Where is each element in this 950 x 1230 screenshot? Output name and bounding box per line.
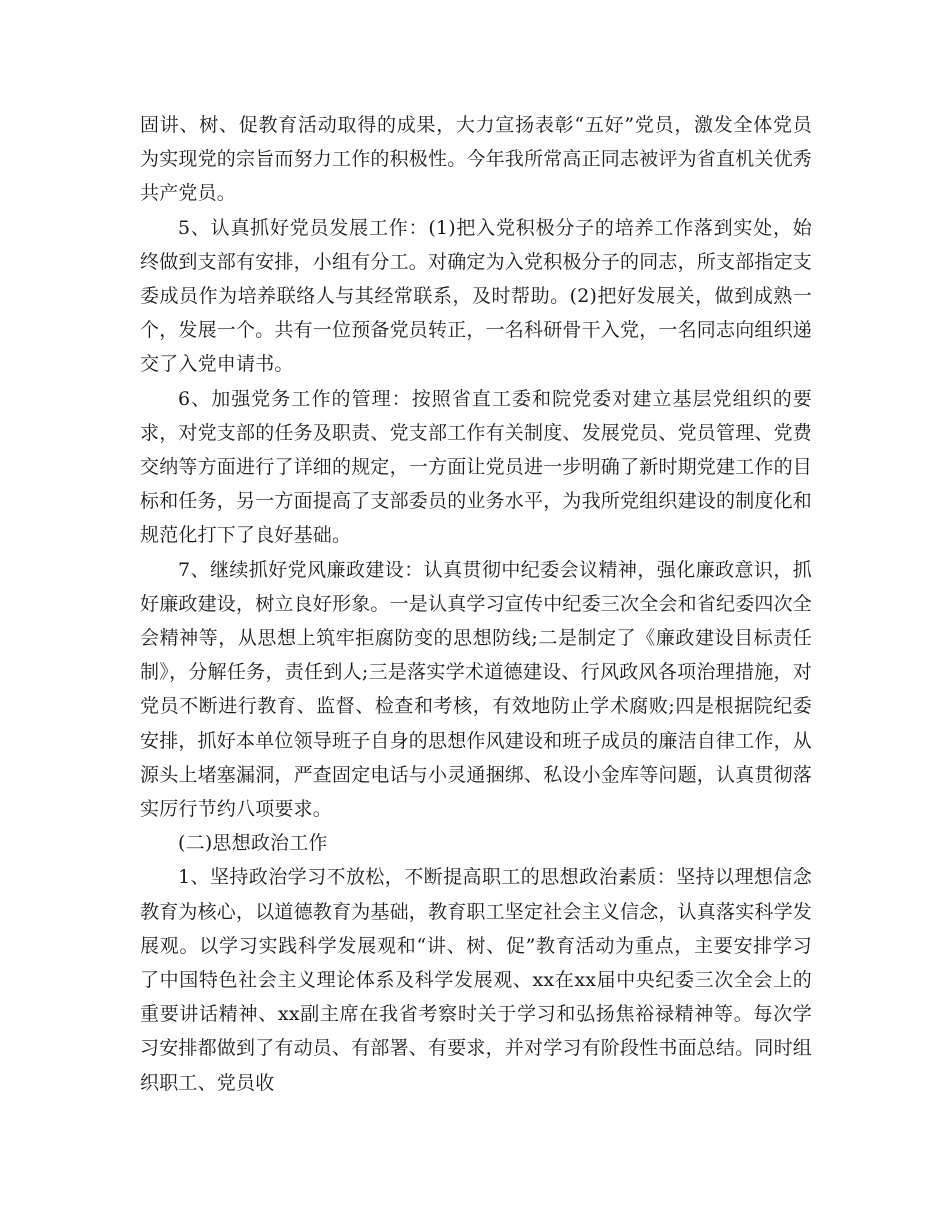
section-heading-ideological-work: (二)思想政治工作 [178, 832, 328, 855]
document-page [140, 108, 812, 1100]
paragraph-item-7-clean-governance: 7、继续抓好党风廉政建设：认真贯彻中纪委会议精神，强化廉政意识，抓好廉政建设，树立良好形象。一是认真学习宣传中纪委三次全会和省纪委四次全会精神等，从思想上筑牢拒腐防变的思想防线;二是制定了《廉政建设目标责任制》，分解任务，责任到人;三是落实学术道德建设、行风政风各项治理措施，对党员不断进行教育、监督、检查和考核，有效地防止学术腐败;四是根据院纪委安排，抓好本单位领导班子自身的思想作风建设和班子成员的廉洁自律工作，从源头上堵塞漏洞，严查固定电话与小灵通捆绑、私设小金库等问题，认真贯彻落实厉行节约八项要求。 [140, 558, 813, 821]
paragraph-item-5-party-member-development: 5、认真抓好党员发展工作：(1)把入党积极分子的培养工作落到实处，始终做到支部有安排，小组有分工。对确定为入党积极分子的同志，所支部指定支委成员作为培养联络人与其经常联系，及时帮助。(2)把好发展关，做到成熟一个，发展一个。共有一位预备党员转正，一名科研骨干入党，一名同志向组织递交了入党申请书。 [140, 216, 813, 376]
paragraph-item-1-political-study: 1、坚持政治学习不放松，不断提高职工的思想政治素质：坚持以理想信念教育为核心，以道德教育为基础，教育职工坚定社会主义信念，认真落实科学发展观。以学习实践科学发展观和“讲、树、促”教育活动为重点，主要安排学习了中国特色社会主义理论体系及科学发展观、xx在xx届中央纪委三次全会上的重要讲话精神、xx副主席在我省考察时关于学习和弘扬焦裕禄精神等。每次学习安排都做到了有动员、有部署、有要求，并对学习有阶段性书面总结。同时组织职工、党员收 [140, 866, 813, 1094]
paragraph-item-6-party-affairs-management: 6、加强党务工作的管理：按照省直工委和院党委对建立基层党组织的要求，对党支部的任务及职责、党支部工作有关制度、发展党员、党员管理、党费交纳等方面进行了详细的规定，一方面让党员进一步明确了新时期党建工作的目标和任务，另一方面提高了支部委员的业务水平，为我所党组织建设的制度化和规范化打下了良好基础。 [140, 387, 813, 547]
paragraph-continued: 固讲、树、促教育活动取得的成果，大力宣扬表彰“五好”党员，激发全体党员为实现党的宗旨而努力工作的积极性。今年我所常高正同志被评为省直机关优秀共产党员。 [140, 114, 813, 205]
